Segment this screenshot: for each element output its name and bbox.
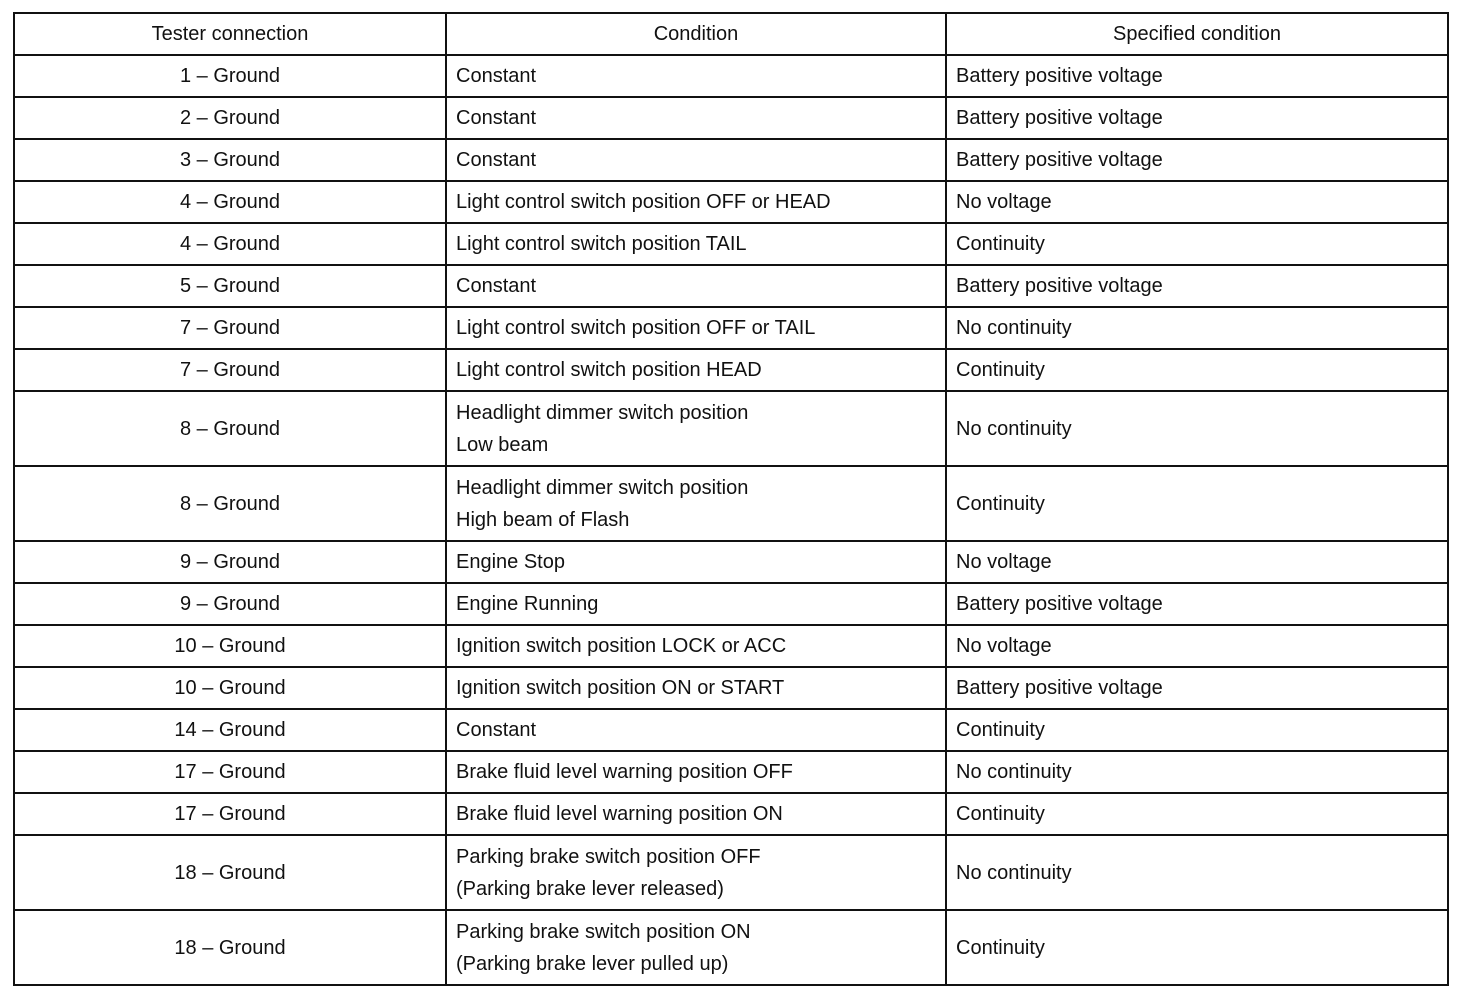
tester-connection-cell: 3 – Ground [14, 139, 446, 181]
condition-cell [446, 181, 946, 223]
header-specified-condition: Specified condition [946, 13, 1448, 55]
table-row [14, 709, 1448, 751]
tester-connection-cell: 8 – Ground [14, 391, 446, 466]
table-row [14, 835, 1448, 910]
table-row [14, 583, 1448, 625]
condition-line: Headlight dimmer switch position [456, 401, 749, 424]
condition-line: Parking brake switch position ON [456, 920, 751, 943]
condition-cell [446, 97, 946, 139]
table-row [14, 139, 1448, 181]
table-row [14, 751, 1448, 793]
header-condition: Condition [446, 13, 946, 55]
condition-cell [446, 307, 946, 349]
condition-line: (Parking brake lever pulled up) [456, 952, 729, 975]
table-row [14, 349, 1448, 391]
tester-connection-cell: 17 – Ground [14, 751, 446, 793]
specified-condition-cell: Continuity [946, 709, 1448, 751]
table-row [14, 265, 1448, 307]
condition-line: Ignition switch position ON or START [456, 677, 785, 699]
tester-connection-cell: 9 – Ground [14, 541, 446, 583]
specified-condition-cell: No continuity [946, 391, 1448, 466]
condition-line: Constant [456, 149, 537, 171]
specified-condition-cell: No voltage [946, 541, 1448, 583]
tester-connection-cell: 4 – Ground [14, 223, 446, 265]
tester-spec-sheet [13, 12, 1447, 986]
condition-line: (Parking brake lever released) [456, 877, 724, 900]
tester-connection-cell: 9 – Ground [14, 583, 446, 625]
condition-cell [446, 751, 946, 793]
condition-line: Light control switch position HEAD [456, 359, 762, 381]
specified-condition-cell: Continuity [946, 793, 1448, 835]
tester-connection-cell: 8 – Ground [14, 466, 446, 541]
specified-condition-cell: Battery positive voltage [946, 583, 1448, 625]
condition-cell [446, 709, 946, 751]
specified-condition-cell: No voltage [946, 625, 1448, 667]
table-body [14, 55, 1448, 985]
table-row [14, 667, 1448, 709]
condition-line: Constant [456, 719, 537, 741]
condition-line: Low beam [456, 433, 549, 456]
specified-condition-cell: Battery positive voltage [946, 97, 1448, 139]
table-row [14, 391, 1448, 466]
condition-line: Constant [456, 275, 537, 297]
specified-condition-cell: No continuity [946, 751, 1448, 793]
tester-connection-cell: 10 – Ground [14, 625, 446, 667]
condition-cell [446, 835, 946, 910]
tester-connection-cell: 14 – Ground [14, 709, 446, 751]
tester-connection-cell: 1 – Ground [14, 55, 446, 97]
condition-line: Light control switch position TAIL [456, 233, 747, 255]
header-tester-connection: Tester connection [14, 13, 446, 55]
table-row [14, 223, 1448, 265]
condition-line: Light control switch position OFF or HEAD [456, 191, 831, 213]
condition-cell [446, 583, 946, 625]
tester-spec-table [13, 12, 1449, 986]
condition-line: Engine Stop [456, 551, 565, 573]
table-row [14, 55, 1448, 97]
table-row [14, 541, 1448, 583]
table-row [14, 181, 1448, 223]
condition-cell [446, 793, 946, 835]
condition-cell [446, 625, 946, 667]
condition-line: Brake fluid level warning position ON [456, 803, 783, 825]
condition-cell [446, 910, 946, 985]
tester-connection-cell: 18 – Ground [14, 835, 446, 910]
condition-cell [446, 139, 946, 181]
condition-cell [446, 349, 946, 391]
tester-connection-cell: 5 – Ground [14, 265, 446, 307]
table-row [14, 97, 1448, 139]
tester-connection-cell: 7 – Ground [14, 349, 446, 391]
table-row [14, 910, 1448, 985]
tester-connection-cell: 2 – Ground [14, 97, 446, 139]
specified-condition-cell: Battery positive voltage [946, 265, 1448, 307]
condition-cell [446, 541, 946, 583]
condition-line: Constant [456, 107, 537, 129]
condition-line: Parking brake switch position OFF [456, 845, 761, 868]
condition-line: Brake fluid level warning position OFF [456, 761, 793, 783]
specified-condition-cell: No voltage [946, 181, 1448, 223]
condition-cell [446, 223, 946, 265]
condition-line: High beam of Flash [456, 508, 630, 531]
table-row [14, 466, 1448, 541]
specified-condition-cell: Battery positive voltage [946, 55, 1448, 97]
table-row [14, 793, 1448, 835]
tester-connection-cell: 4 – Ground [14, 181, 446, 223]
condition-cell [446, 466, 946, 541]
condition-cell [446, 667, 946, 709]
specified-condition-cell: Continuity [946, 349, 1448, 391]
condition-cell [446, 391, 946, 466]
condition-line: Headlight dimmer switch position [456, 476, 749, 499]
specified-condition-cell: Continuity [946, 466, 1448, 541]
table-row [14, 307, 1448, 349]
specified-condition-cell: No continuity [946, 307, 1448, 349]
tester-connection-cell: 18 – Ground [14, 910, 446, 985]
condition-line: Light control switch position OFF or TAIL [456, 317, 816, 339]
specified-condition-cell: Battery positive voltage [946, 667, 1448, 709]
specified-condition-cell: Battery positive voltage [946, 139, 1448, 181]
condition-line: Constant [456, 65, 537, 87]
specified-condition-cell: Continuity [946, 910, 1448, 985]
specified-condition-cell: No continuity [946, 835, 1448, 910]
tester-connection-cell: 10 – Ground [14, 667, 446, 709]
condition-cell [446, 265, 946, 307]
condition-line: Engine Running [456, 593, 599, 615]
tester-connection-cell: 17 – Ground [14, 793, 446, 835]
specified-condition-cell: Continuity [946, 223, 1448, 265]
tester-connection-cell: 7 – Ground [14, 307, 446, 349]
condition-line: Ignition switch position LOCK or ACC [456, 635, 787, 657]
table-row [14, 625, 1448, 667]
condition-cell [446, 55, 946, 97]
table-header-row [14, 13, 1448, 55]
